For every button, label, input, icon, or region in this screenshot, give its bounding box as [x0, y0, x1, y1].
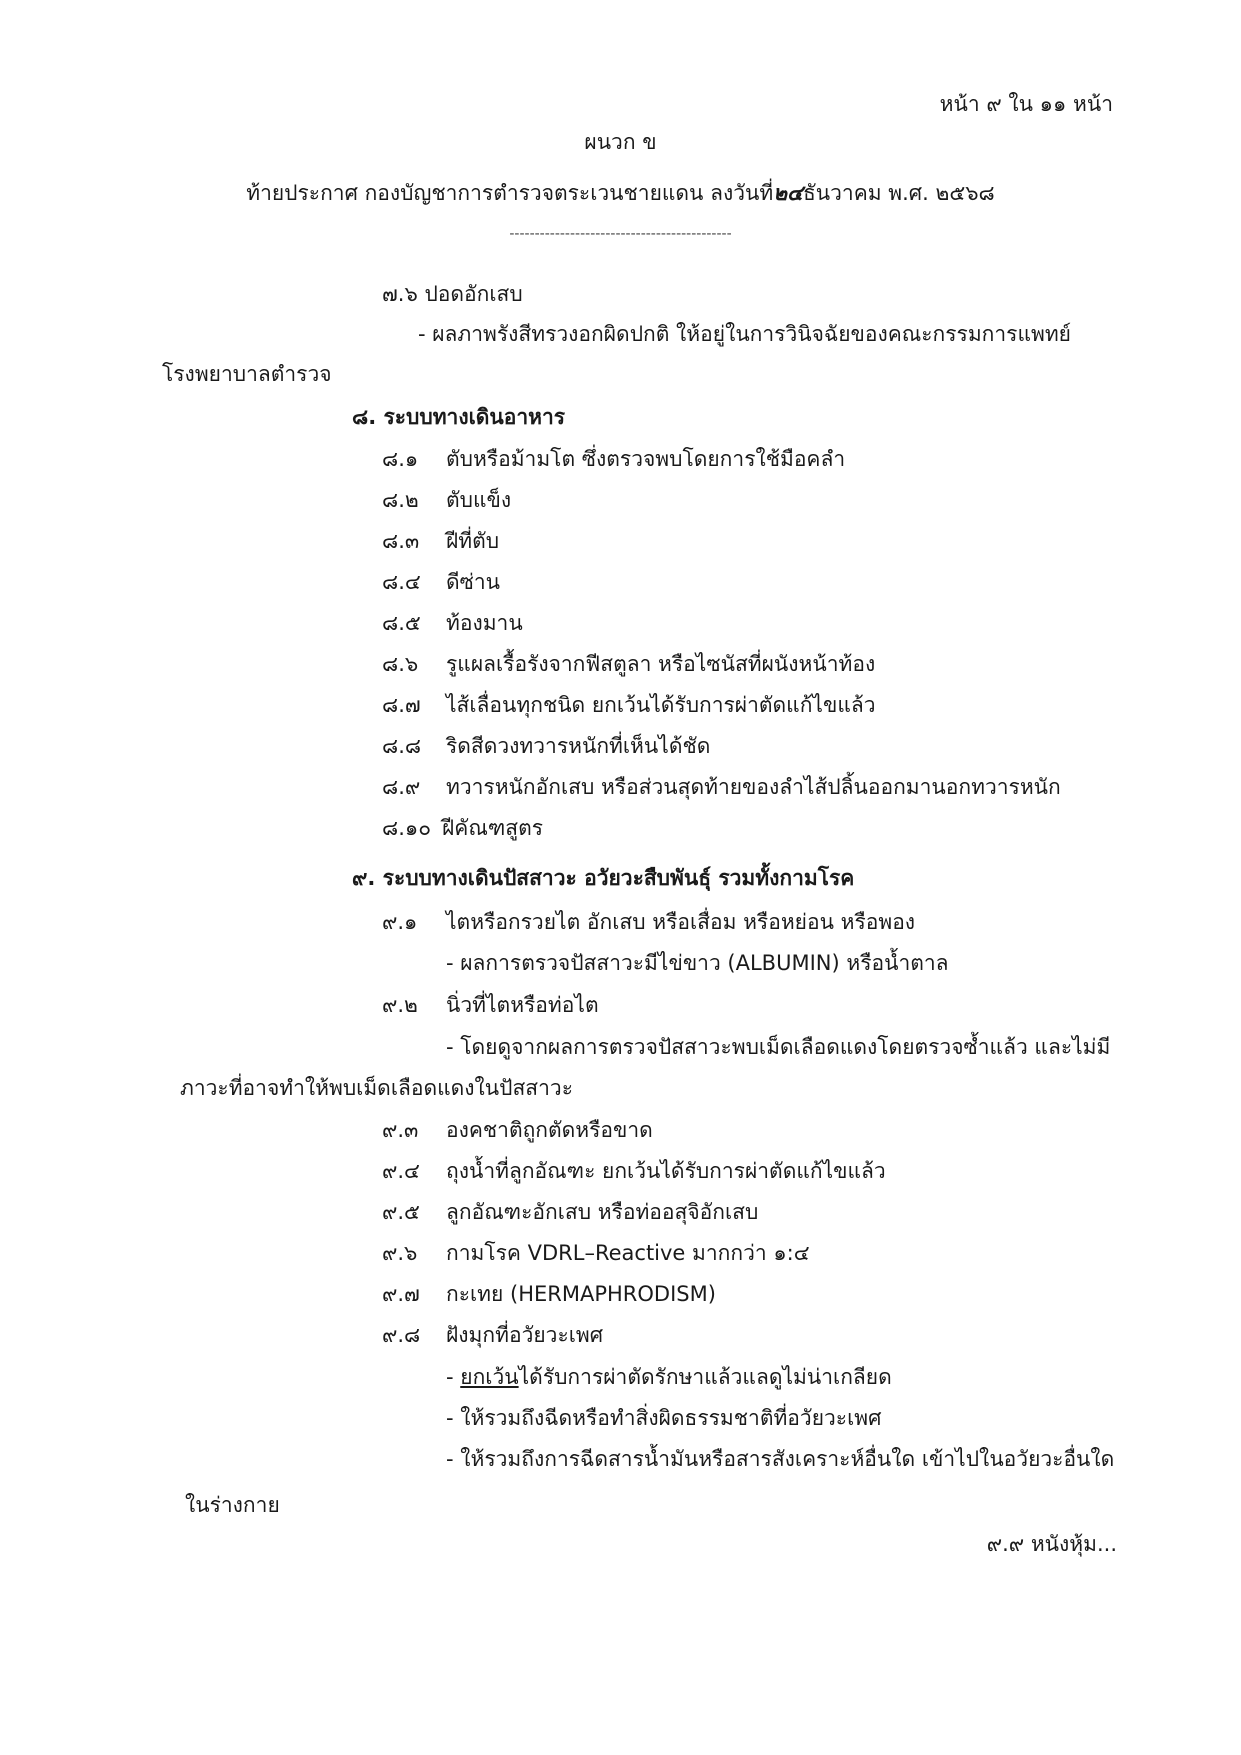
list-item: ๘.๘ ริดสีดวงทวารหนักที่เห็นได้ชัด: [382, 734, 711, 758]
page-number: หน้า ๙ ใน ๑๑ หน้า: [939, 92, 1113, 116]
list-item: ๘.๙ ทวารหนักอักเสบ หรือส่วนสุดท้ายของลำไส้ปลิ้นออกมานอกทวารหนัก: [382, 775, 1061, 799]
divider: --------------------------------------------: [509, 226, 732, 242]
list-item: ๙.๑ ไตหรือกรวยไต อักเสบ หรือเสื่อม หรือหย่อน หรือพอง: [382, 910, 916, 934]
list-item: ๘.๒ ตับแข็ง: [382, 488, 512, 512]
item-note: - ผลการตรวจปัสสาวะมีไข่ขาว (ALBUMIN) หรือน้ำตาล: [446, 951, 949, 975]
list-item: ๙.๕ ลูกอัณฑะอักเสบ หรือท่ออสุจิอักเสบ: [382, 1200, 759, 1224]
list-item: ๙.๒ นิ่วที่ไตหรือท่อไต: [382, 993, 599, 1017]
document-title: ผนวก ข: [584, 130, 657, 154]
list-item: ๘.๑๐ ฝีคัณฑสูตร: [382, 816, 544, 840]
list-item: ๙.๔ ถุงน้ำที่ลูกอัณฑะ ยกเว้นได้รับการผ่าตัดแก้ไขแล้ว: [382, 1159, 886, 1183]
handwritten-date: ๒๔: [773, 180, 803, 205]
list-item: ๘.๖ รูแผลเรื้อรังจากฟีสตูลา หรือไซนัสที่ผนังหน้าท้อง: [382, 652, 876, 676]
section-7-6-note-continued: โรงพยาบาลตำรวจ: [162, 362, 332, 386]
section-8-heading: ๘. ระบบทางเดินอาหาร: [352, 405, 566, 429]
list-item: ๙.๓ องคชาติถูกตัดหรือขาด: [382, 1118, 653, 1142]
document-subtitle: [0, 180, 1241, 206]
list-item: ๙.๖ กามโรค VDRL–Reactive มากกว่า ๑:๔: [382, 1241, 810, 1265]
item-note: - ให้รวมถึงฉีดหรือทำสิ่งผิดธรรมชาติที่อวัยวะเพศ: [446, 1406, 882, 1430]
section-9-heading: ๙. ระบบทางเดินปัสสาวะ อวัยวะสืบพันธุ์ รวมทั้งกามโรค: [352, 866, 855, 890]
list-item: ๘.๓ ฝีที่ตับ: [382, 529, 500, 553]
list-item: ๘.๗ ไส้เลื่อนทุกชนิด ยกเว้นได้รับการผ่าตัดแก้ไขแล้ว: [382, 693, 876, 717]
list-item: ๘.๔ ดีซ่าน: [382, 570, 501, 594]
underlined-term: ยกเว้น: [460, 1365, 519, 1389]
item-note: - ให้รวมถึงการฉีดสารน้ำมันหรือสารสังเคราะห์อื่นใด เข้าไปในอวัยวะอื่นใด: [446, 1447, 1115, 1471]
list-item: ๙.๗ กะเทย (HERMAPHRODISM): [382, 1282, 716, 1306]
list-item: ๘.๕ ท้องมาน: [382, 611, 523, 635]
list-item: ๙.๘ ฝังมุกที่อวัยวะเพศ: [382, 1323, 604, 1347]
item-note-continued: ในร่างกาย: [185, 1493, 280, 1517]
list-item: ๘.๑ ตับหรือม้ามโต ซึ่งตรวจพบโดยการใช้มือคลำ: [382, 447, 846, 471]
item-note: - โดยดูจากผลการตรวจปัสสาวะพบเม็ดเลือดแดงโดยตรวจซ้ำแล้ว และไม่มี: [446, 1035, 1111, 1059]
item-note: - ยกเว้นได้รับการผ่าตัดรักษาแล้วแลดูไม่น่าเกลียด: [446, 1365, 892, 1389]
section-7-6-heading: ๗.๖ ปอดอักเสบ: [382, 282, 523, 306]
subtitle-suffix: ธันวาคม พ.ศ. ๒๕๖๘: [802, 181, 995, 205]
continuation-marker: ๙.๙ หนังหุ้ม...: [986, 1532, 1117, 1556]
item-note-continued: ภาวะที่อาจทำให้พบเม็ดเลือดแดงในปัสสาวะ: [180, 1076, 573, 1100]
subtitle-prefix: ท้ายประกาศ กองบัญชาการตำรวจตระเวนชายแดน ลงวันที่: [246, 181, 774, 205]
section-7-6-note: - ผลภาพรังสีทรวงอกผิดปกติ ให้อยู่ในการวินิจฉัยของคณะกรรมการแพทย์: [418, 322, 1071, 346]
